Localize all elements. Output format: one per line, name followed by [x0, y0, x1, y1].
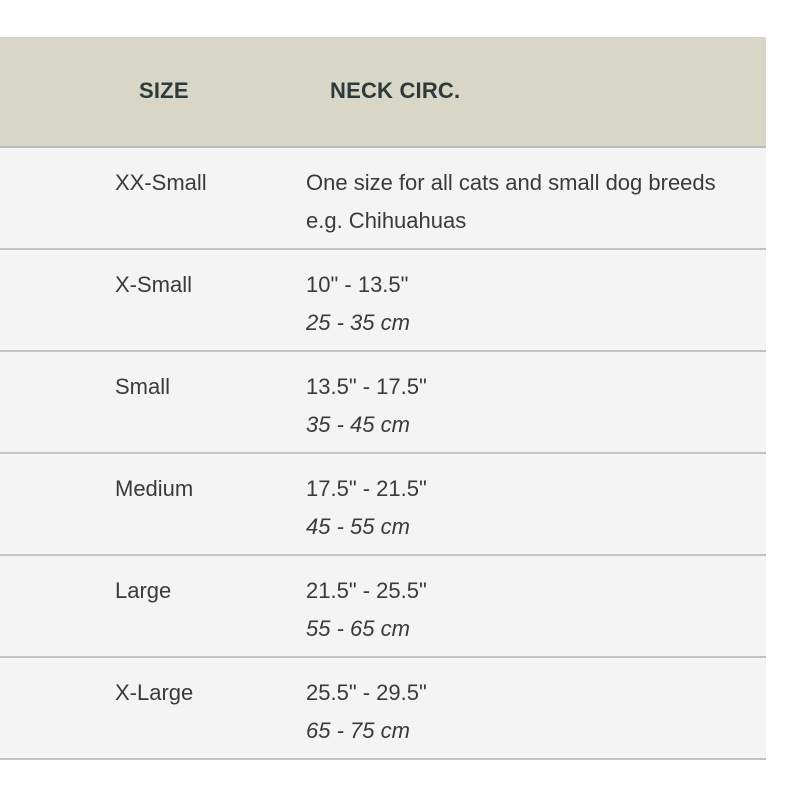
- size-cell: Large: [115, 578, 172, 603]
- neck-inches: 10" - 13.5": [306, 272, 409, 297]
- table-row: [0, 148, 766, 250]
- size-cell: Medium: [115, 476, 194, 501]
- neck-inches: 21.5" - 25.5": [306, 578, 427, 603]
- neck-inches: 13.5" - 17.5": [306, 374, 427, 399]
- table-row: [0, 250, 766, 352]
- table-header: [0, 37, 766, 148]
- size-cell: Small: [115, 374, 171, 399]
- neck-cm: 45 - 55 cm: [306, 514, 410, 539]
- neck-inches: 25.5" - 29.5": [306, 680, 427, 705]
- size-cell: X-Small: [115, 272, 193, 297]
- size-chart-table: [0, 37, 766, 760]
- neck-cm: 55 - 65 cm: [306, 616, 410, 641]
- neck-cm: 65 - 75 cm: [306, 718, 410, 743]
- neck-description: One size for all cats and small dog breeds: [306, 170, 716, 195]
- table-row: [0, 658, 766, 760]
- neck-cm: 35 - 45 cm: [306, 412, 410, 437]
- size-cell: XX-Small: [115, 170, 207, 195]
- table-row: [0, 454, 766, 556]
- header-neck-circ: NECK CIRC.: [330, 78, 461, 103]
- neck-circ-cell: [306, 170, 756, 234]
- neck-example: e.g. Chihuahuas: [306, 208, 467, 233]
- size-cell: X-Large: [115, 680, 194, 705]
- neck-circ-cell: [306, 272, 756, 336]
- neck-cm: 25 - 35 cm: [306, 310, 410, 335]
- table-row: [0, 352, 766, 454]
- table-row: [0, 556, 766, 658]
- neck-inches: 17.5" - 21.5": [306, 476, 427, 501]
- header-size: SIZE: [139, 78, 189, 103]
- neck-circ-cell: [306, 374, 756, 438]
- neck-circ-cell: [306, 578, 756, 642]
- neck-circ-cell: [306, 680, 756, 744]
- neck-circ-cell: [306, 476, 756, 540]
